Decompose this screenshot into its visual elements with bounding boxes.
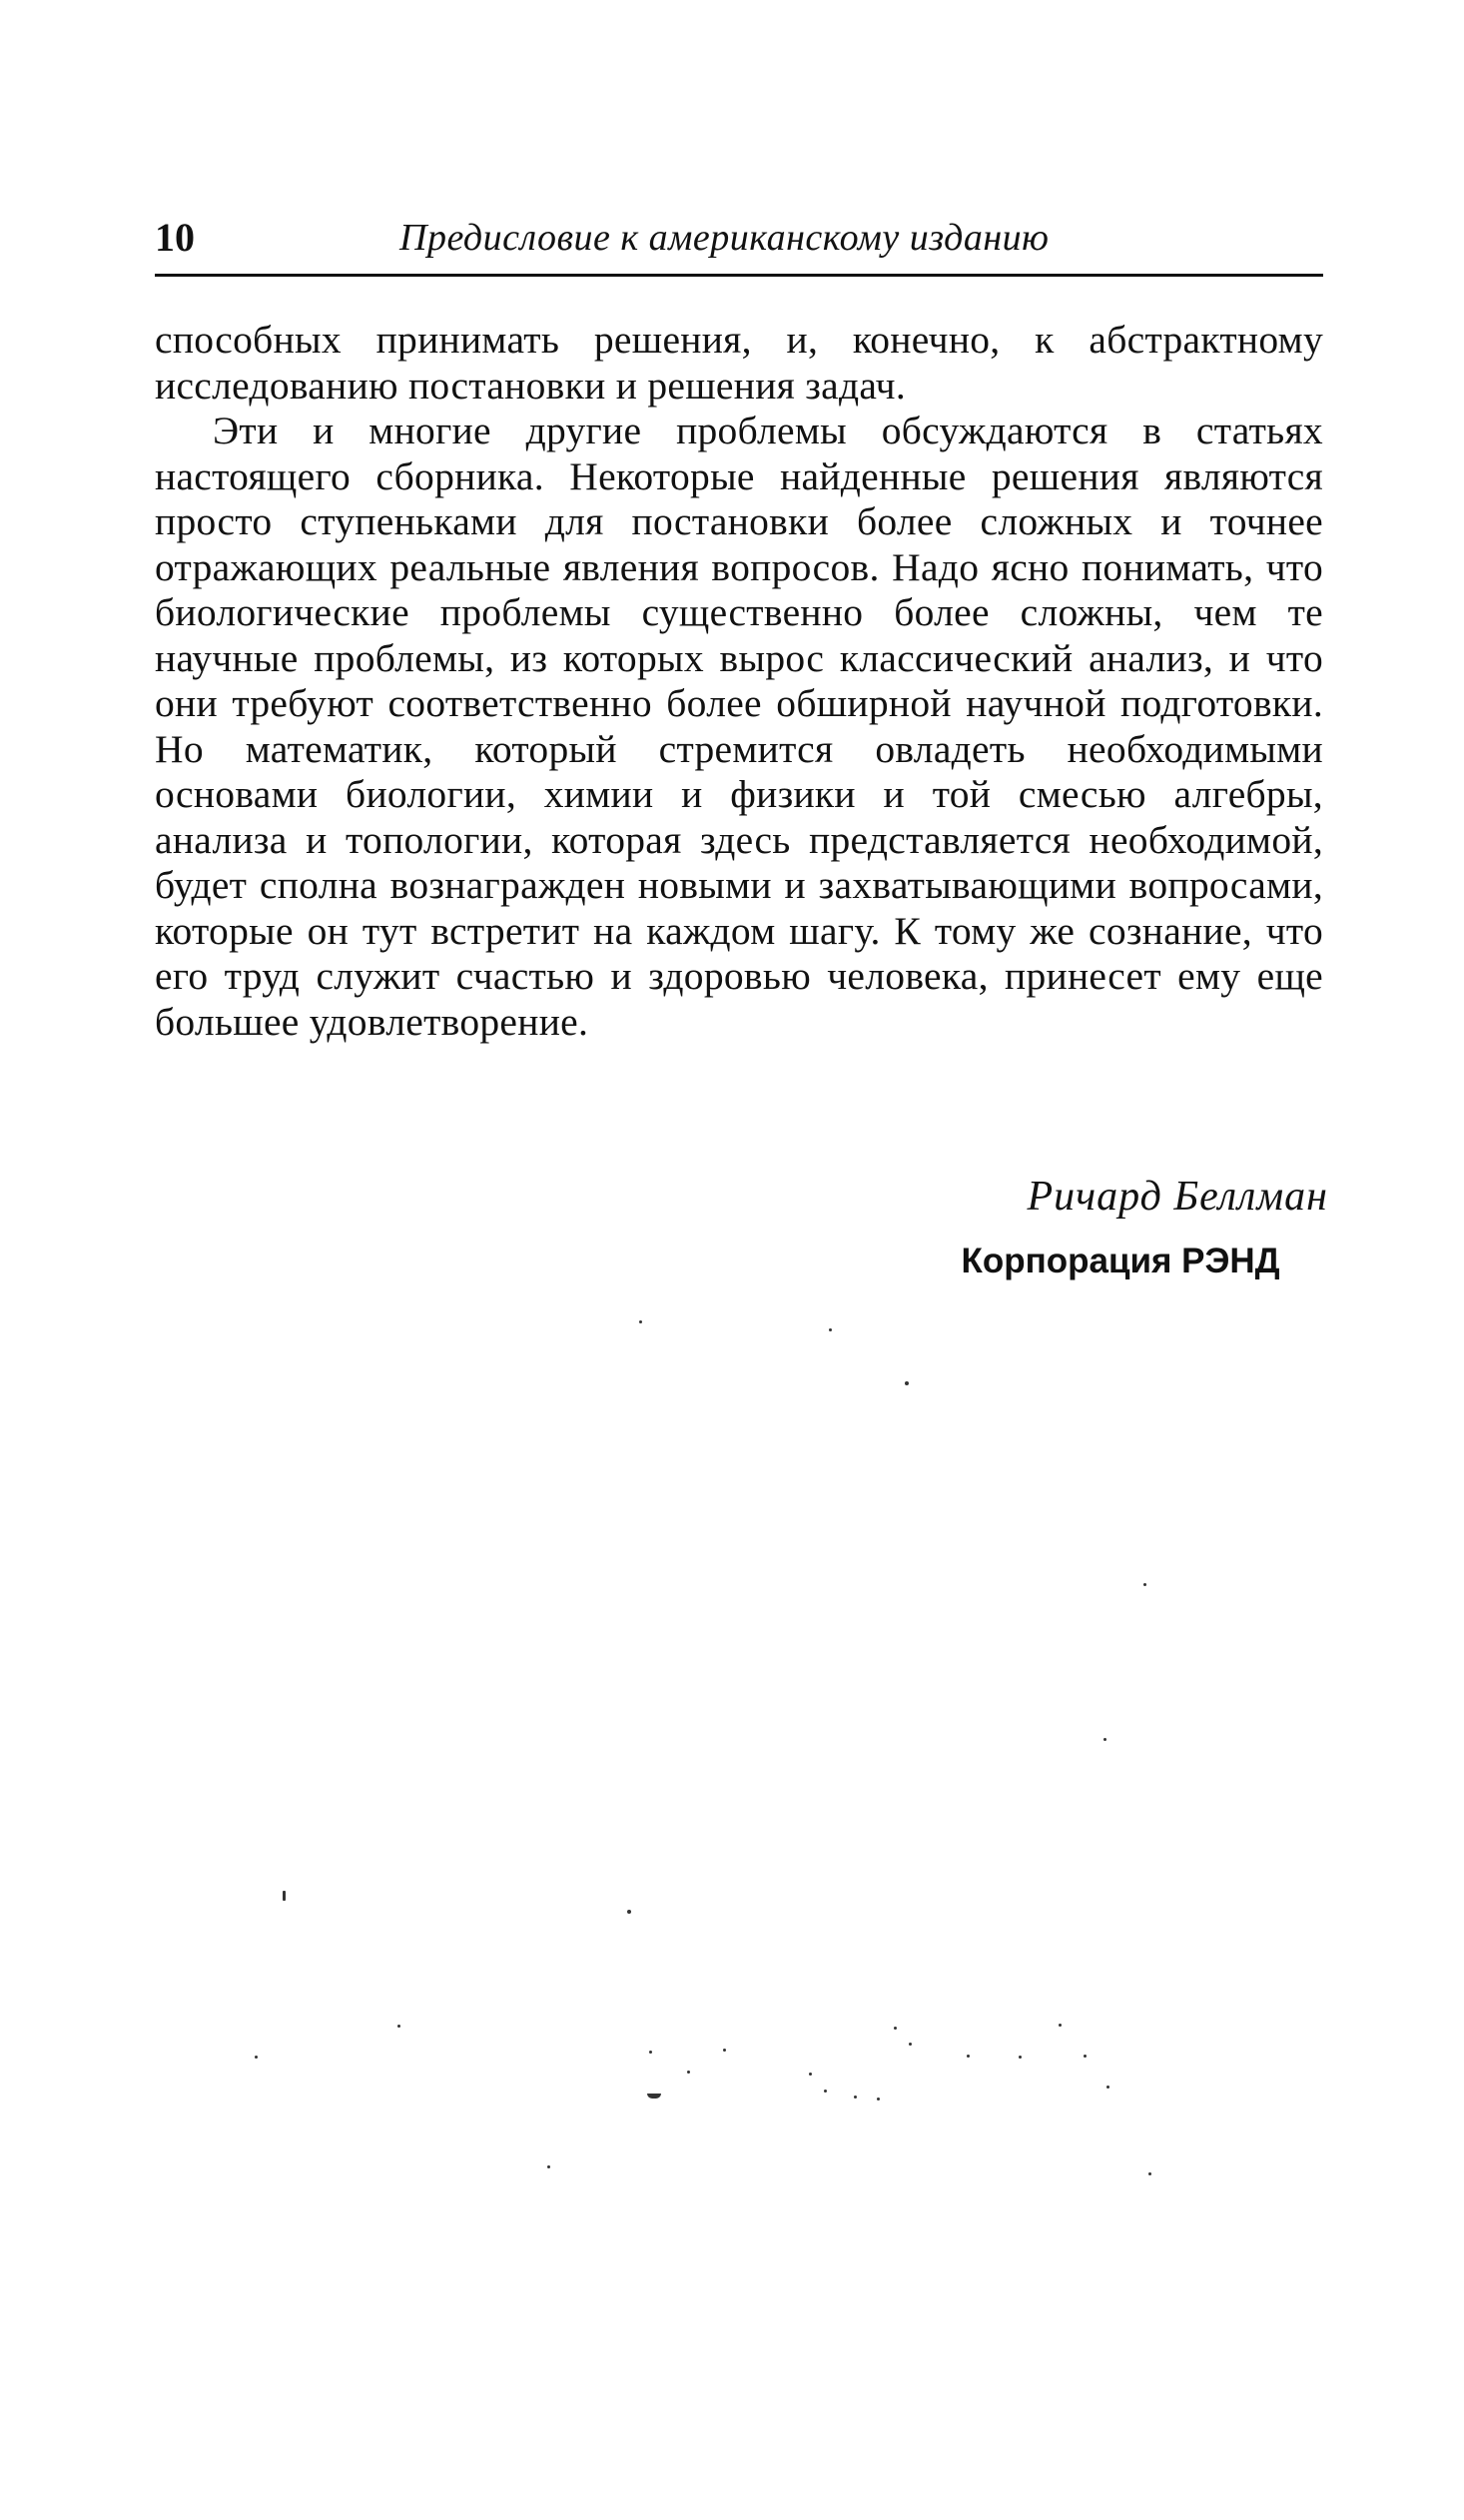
scan-speck xyxy=(809,2073,812,2076)
scan-speck xyxy=(547,2165,550,2168)
scan-speck xyxy=(255,2056,258,2059)
scan-speck xyxy=(829,1328,832,1331)
scan-speck xyxy=(639,1320,642,1323)
scan-speck xyxy=(397,2025,400,2028)
scan-speck xyxy=(1143,1583,1146,1586)
scan-speck xyxy=(687,2071,690,2074)
page-number: 10 xyxy=(155,215,195,260)
scan-speck xyxy=(1019,2056,1022,2059)
scan-speck xyxy=(909,2043,912,2046)
scan-speck xyxy=(1059,2024,1062,2027)
running-title: Предисловие к американскому изданию xyxy=(399,217,1050,259)
paragraph-continuation: способных принимать решения, и, конечно, к абстрактному исследованию постановки и решения задач. xyxy=(155,318,1323,408)
scan-speck xyxy=(854,2096,857,2099)
author-affiliation: Корпорация РЭНД xyxy=(961,1242,1280,1280)
scan-speck xyxy=(967,2055,970,2058)
scan-speck xyxy=(894,2027,897,2030)
scan-speck xyxy=(627,1910,631,1914)
running-head xyxy=(155,210,1323,266)
header-rule xyxy=(155,274,1323,277)
scan-speck xyxy=(1103,1738,1106,1741)
scan-speck xyxy=(649,2051,652,2054)
main-text xyxy=(155,318,1323,1045)
signature-block xyxy=(961,1169,1328,1284)
paragraph: Эти и многие другие проблемы обсуждаются в статьях настоящего сборника. Некоторые найденные решения являются просто ступеньками для постановки более сложных и точнее отражающих реальные явления вопросов. Надо ясно понимать, что биологические проблемы существенно более сложны, чем те научные проблемы, из которых вырос классический анализ, и что они требуют соответственно более обширной научной подготовки. Но математик, который стремится овладеть необходимыми основами биологии, химии и физики и той смесью алгебры, анализа и топологии, которая здесь представляется необходимой, будет сполна вознагражден новыми и захватывающими вопросами, которые он тут встретит на каждом шагу. К тому же сознание, что его труд служит счастью и здоровью человека, принесет ему еще большее удовлетворение. xyxy=(155,409,1323,1044)
scan-speck xyxy=(647,2094,661,2099)
scan-speck xyxy=(1148,2172,1151,2175)
author-name: Ричард Беллман xyxy=(1027,1174,1328,1220)
scan-speck xyxy=(283,1891,286,1901)
scan-speck xyxy=(1106,2086,1109,2089)
scan-speck xyxy=(1084,2055,1087,2058)
scan-speck xyxy=(877,2098,880,2100)
scan-speck xyxy=(723,2049,726,2052)
scan-speck xyxy=(905,1381,909,1385)
scan-speck xyxy=(824,2090,827,2093)
